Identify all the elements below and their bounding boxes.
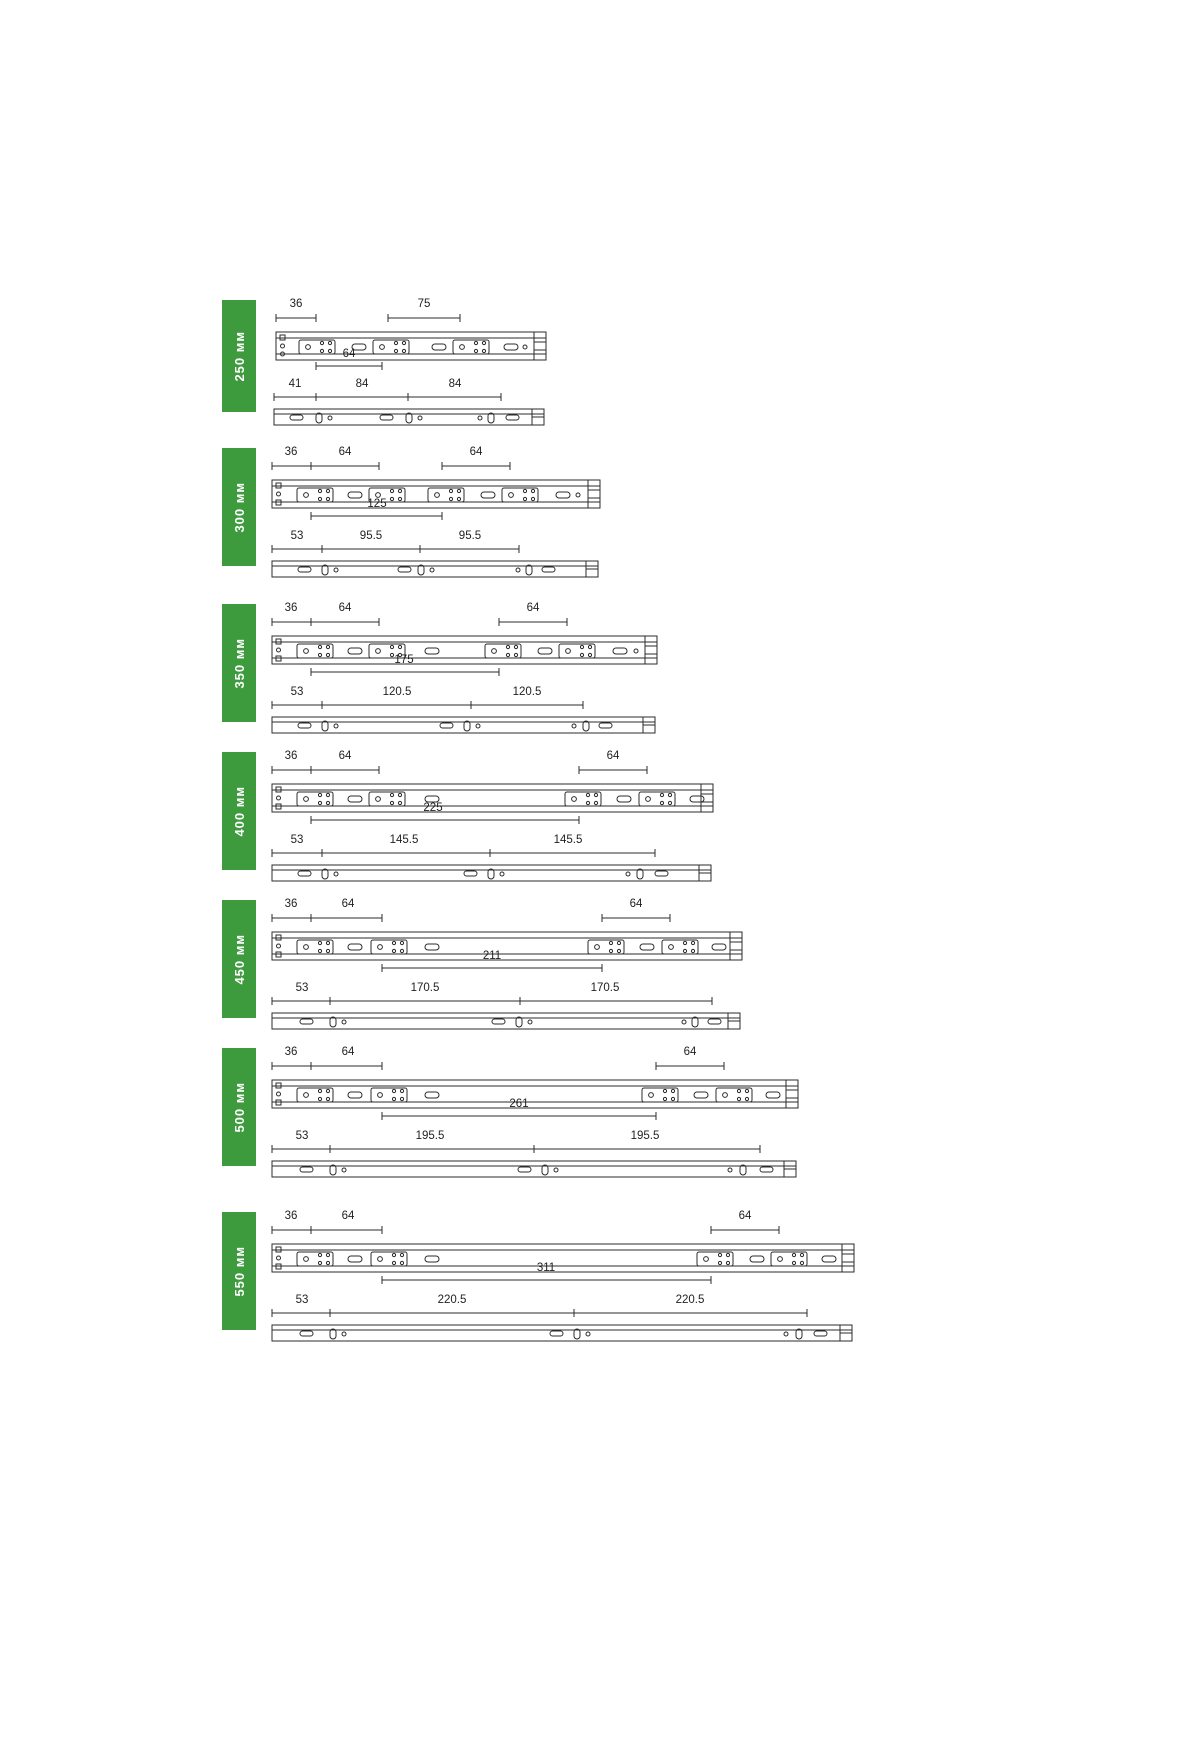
dim-311: 311 <box>536 1262 556 1274</box>
dim-64-a: 64 <box>338 602 352 614</box>
dim-36: 36 <box>284 446 298 458</box>
dim-64-b: 64 <box>738 1210 752 1222</box>
dimline-311-550 <box>0 1274 960 1286</box>
size-label-250: 250 мм <box>222 300 256 412</box>
dim-1955-a: 195.5 <box>415 1130 445 1142</box>
lower-rail-500 <box>0 1144 900 1180</box>
dim-955-b: 95.5 <box>458 530 482 542</box>
dim-2205-b: 220.5 <box>675 1294 705 1306</box>
dim-64-a: 64 <box>338 446 352 458</box>
dim-175: 175 <box>394 654 414 666</box>
dim-64-b: 64 <box>683 1046 697 1058</box>
dim-1955-b: 195.5 <box>630 1130 660 1142</box>
dim-1205-a: 120.5 <box>382 686 412 698</box>
dim-36: 36 <box>284 1046 298 1058</box>
dim-64-b: 64 <box>526 602 540 614</box>
dim-53: 53 <box>295 982 309 994</box>
dim-1455-b: 145.5 <box>553 834 583 846</box>
dim-53: 53 <box>290 834 304 846</box>
dim-2205-a: 220.5 <box>437 1294 467 1306</box>
lower-rail-450 <box>0 996 850 1032</box>
dim-64-a: 64 <box>341 898 355 910</box>
dim-36: 36 <box>284 898 298 910</box>
dim-64-a: 64 <box>338 750 352 762</box>
lower-rail-400 <box>0 848 800 884</box>
lower-rail-250 <box>0 392 620 428</box>
dim-64-b: 64 <box>629 898 643 910</box>
dim-1205-b: 120.5 <box>512 686 542 698</box>
dim-64: 64 <box>342 348 356 360</box>
dim-75: 75 <box>417 298 431 310</box>
size-label-550: 550 мм <box>222 1212 256 1330</box>
dim-261: 261 <box>509 1098 529 1110</box>
dim-36: 36 <box>284 1210 298 1222</box>
lower-rail-550 <box>0 1308 960 1344</box>
dim-955-a: 95.5 <box>359 530 383 542</box>
lower-rail-350 <box>0 700 740 736</box>
dim-36: 36 <box>289 298 303 310</box>
dimline-125-300 <box>0 510 680 522</box>
dim-84-a: 84 <box>355 378 369 390</box>
dim-41: 41 <box>288 378 302 390</box>
dim-125: 125 <box>367 498 387 510</box>
dimline-64-250 <box>0 360 620 372</box>
dim-64-a: 64 <box>341 1210 355 1222</box>
lower-rail-300 <box>0 544 680 580</box>
size-label-350: 350 мм <box>222 604 256 722</box>
dim-225: 225 <box>423 802 443 814</box>
size-label-300: 300 мм <box>222 448 256 566</box>
dim-64-b: 64 <box>469 446 483 458</box>
dim-53: 53 <box>290 530 304 542</box>
dimline-175-350 <box>0 666 740 678</box>
dim-1705-b: 170.5 <box>590 982 620 994</box>
dimline-261-500 <box>0 1110 900 1122</box>
dim-211: 211 <box>482 950 502 962</box>
dim-36: 36 <box>284 750 298 762</box>
dimline-225-400 <box>0 814 800 826</box>
dim-84-b: 84 <box>448 378 462 390</box>
dim-64-b: 64 <box>606 750 620 762</box>
dim-53: 53 <box>290 686 304 698</box>
dim-53: 53 <box>295 1130 309 1142</box>
size-label-450: 450 мм <box>222 900 256 1018</box>
dim-36: 36 <box>284 602 298 614</box>
dimline-211-450 <box>0 962 850 974</box>
size-label-500: 500 мм <box>222 1048 256 1166</box>
dim-1455-a: 145.5 <box>389 834 419 846</box>
dim-53: 53 <box>295 1294 309 1306</box>
size-label-400: 400 мм <box>222 752 256 870</box>
dim-64-a: 64 <box>341 1046 355 1058</box>
dim-1705-a: 170.5 <box>410 982 440 994</box>
